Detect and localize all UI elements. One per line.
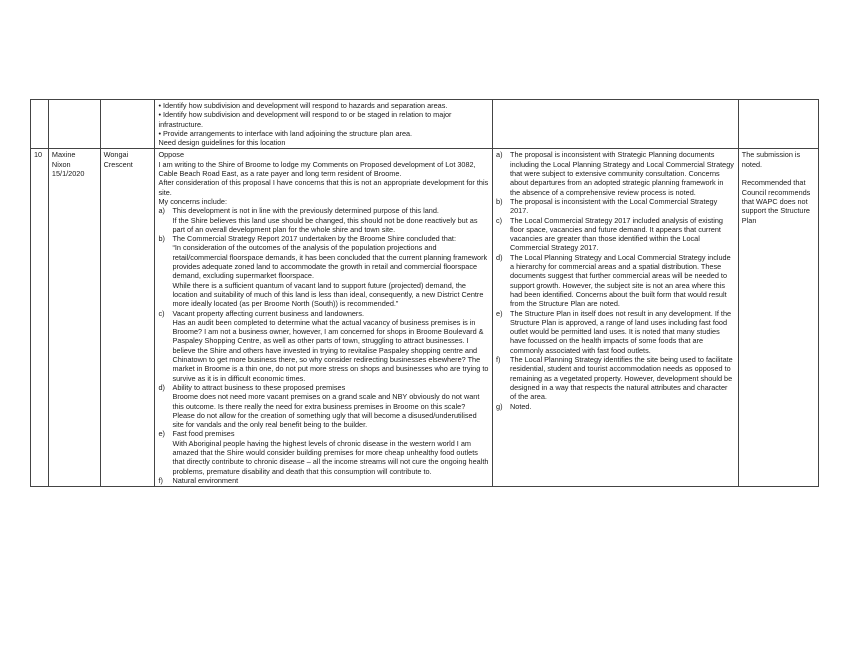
recommendation-text: Recommended that Council recommends that WAPC does not support the Structure Plan xyxy=(741,178,811,225)
concern-e-letter: e) xyxy=(158,429,165,439)
response-a-text: The proposal is inconsistent with Strategic Planning documents including the Local Planning Strategy and Local Commercial Strategy that were subject to extensive community consultation. Concerns about departures from an adopted strategic planning framework in the absence of a comprehensive review process is noted. xyxy=(510,150,734,197)
concern-d xyxy=(158,383,489,392)
concern-d-text: Ability to attract business to these proposed premises xyxy=(172,382,346,392)
submitter-last-name: Nixon xyxy=(51,159,71,169)
table-row-10 xyxy=(31,149,819,487)
concern-b-quote: “In consideration of the outcomes of the analysis of the population projections and retail/commercial floorspace demands, it has been concluded that the current planning framework provides adequate zoned land to accommodate the growth in retail and commercial floorspace demand, excluding supermarket floorspace. xyxy=(172,243,488,281)
response-c-letter: c) xyxy=(496,215,503,225)
response-f-text: The Local Planning Strategy identifies the site being used to facilitate residential, student and tourist accommodation needs as opposed to remaining as a vegetated property. However, development should be designed in a way that respects the natural attributes and character of the area. xyxy=(510,355,733,402)
concern-b-quote-2: While there is a sufficient quantum of vacant land to support future (projected) demand, the location and suitability of much of this land is less than ideal, consequently, a new District Centre more ideally located (as per Broome North (South)) is recommended.” xyxy=(172,280,484,309)
concern-e-cont: With Aboriginal people having the highest levels of chronic disease in the western world I am amazed that the Shire would consider building premises for more cheap unhealthy food outlets that directly contribute to chronic disease – all the income streams will not cure the ongoing health problems, premature disability and death that this consumption will contribute to. xyxy=(172,438,489,476)
bullet-hazards: • Identify how subdivision and development will respond to hazards and separation areas. xyxy=(158,101,448,110)
concern-a-letter: a) xyxy=(158,206,165,216)
concern-c-letter: c) xyxy=(158,308,165,318)
response-b-letter: b) xyxy=(496,196,503,206)
response-c xyxy=(496,216,735,253)
response-f-letter: f) xyxy=(496,355,501,365)
location-line-2: Crescent xyxy=(103,159,133,169)
response-a-letter: a) xyxy=(496,150,503,160)
response-b-text: The proposal is inconsistent with the Local Commercial Strategy 2017. xyxy=(510,196,718,216)
response-c-text: The Local Commercial Strategy 2017 included analysis of existing floor space, vacancies and future demand. It appears that current vacancies are greater than those identified within the Local Commercial Strategy 2017. xyxy=(510,215,723,253)
response-e-letter: e) xyxy=(496,308,503,318)
concern-f-text: Natural environment xyxy=(172,475,239,485)
concern-f xyxy=(158,476,489,485)
response-e xyxy=(496,309,735,355)
cell-recommendation-continued xyxy=(738,100,818,149)
response-g xyxy=(496,402,735,411)
recommendation-spacer xyxy=(742,169,815,178)
submitter-first-name: Maxine xyxy=(51,150,76,160)
recommendation-noted: The submission is noted. xyxy=(741,150,801,169)
concern-b xyxy=(158,234,489,243)
concern-d-letter: d) xyxy=(158,382,165,392)
submission-intro: I am writing to the Shire of Broome to lodge my Comments on Proposed development of Lot 3082, Cable Beach Road East, as a rate payer and long term resident of Broome. xyxy=(158,159,476,179)
submission-heading: Oppose xyxy=(158,150,185,160)
bullet-interface: • Provide arrangements to interface with land adjoining the structure plan area. xyxy=(158,128,413,138)
response-f xyxy=(496,355,735,401)
cell-submission xyxy=(155,149,493,487)
concern-c-cont: Has an audit been completed to determine what the actual vacancy of business premises is in Broome? I am not a business owner, however, I am concerned for shops in Broome Boulevard & Paspaley Shopping Centre, as well as other parts of town, struggling to attract businesses. I believe the Shire and others have invested in trying to revitalise Paspaley shopping centre and Chinatown to get more business there, so why consider redirecting businesses elsewhere? The market in Broome is a thin one, do not put more stress on shops and businesses who are trying to survive as it is in difficult economic times. xyxy=(172,317,489,383)
cell-number-continued xyxy=(31,100,49,149)
submission-intro-2: After consideration of this proposal I have concerns that this is not an appropriate development for this site. xyxy=(158,178,489,197)
cell-name xyxy=(48,149,100,487)
response-a xyxy=(496,150,735,196)
concern-e xyxy=(158,429,489,438)
cell-location-continued xyxy=(100,100,155,149)
cell-response-continued xyxy=(493,100,739,149)
cell-name-continued xyxy=(48,100,100,149)
response-b xyxy=(496,197,735,216)
concern-b-text: The Commercial Strategy Report 2017 undertaken by the Broome Shire concluded that: xyxy=(172,234,456,244)
design-guidelines-note: Need design guidelines for this location xyxy=(158,138,286,148)
response-e-text: The Structure Plan in itself does not result in any development. If the Structure Plan is approved, a range of land uses including fast food outlet would be permitted land uses. It is noted that many studies have focussed on the health impacts of some foods that are commonly associated with fast food outlets. xyxy=(510,308,732,355)
concerns-label: My concerns include: xyxy=(158,196,227,206)
response-g-text: Noted. xyxy=(510,401,532,411)
concern-a-text: This development is not in line with the previously determined purpose of this land. xyxy=(172,206,439,216)
cell-response xyxy=(493,149,739,487)
concern-e-text: Fast food premises xyxy=(172,429,235,439)
concern-a-cont: If the Shire believes this land use should be changed, this should not be done reactively but as part of an overall development plan for the whole shire and town site. xyxy=(172,215,478,234)
cell-number: 10 xyxy=(31,149,49,487)
concern-c xyxy=(158,309,489,318)
submission-date: 15/1/2020 xyxy=(51,169,85,179)
response-d xyxy=(496,253,735,309)
cell-submission-continued xyxy=(155,100,493,149)
location-line-1: Wongai xyxy=(103,150,129,160)
bullet-infrastructure: • Identify how subdivision and development will respond to or be staged in relation to major infrastructure. xyxy=(158,110,452,129)
response-d-text: The Local Planning Strategy and Local Commercial Strategy include a hierarchy for commercial areas and a spatial distribution. These documents suggest that further commercial areas will be needed to support growth. However, the subject site is not an area where this had been identified. Concerns about the built form that would result from the Structure Plan are noted. xyxy=(510,252,731,309)
concern-d-cont: Broome does not need more vacant premises on a grand scale and NBY obviously do not want this outcome. Is there really the need for extra business premises in Broome on this scale? Please do not allow for the creation of something ugly that will become a disused/underutilised site for vandals and the only real benefit being to the builder. xyxy=(172,392,480,430)
response-g-letter: g) xyxy=(496,401,503,411)
submissions-table xyxy=(30,99,819,487)
table-row-continued xyxy=(31,100,819,149)
concern-c-text: Vacant property affecting current business and landowners. xyxy=(172,308,365,318)
concern-f-letter: f) xyxy=(158,475,163,485)
concern-a xyxy=(158,206,489,215)
cell-location xyxy=(100,149,155,487)
cell-recommendation xyxy=(738,149,818,487)
response-d-letter: d) xyxy=(496,252,503,262)
concern-b-letter: b) xyxy=(158,234,165,244)
